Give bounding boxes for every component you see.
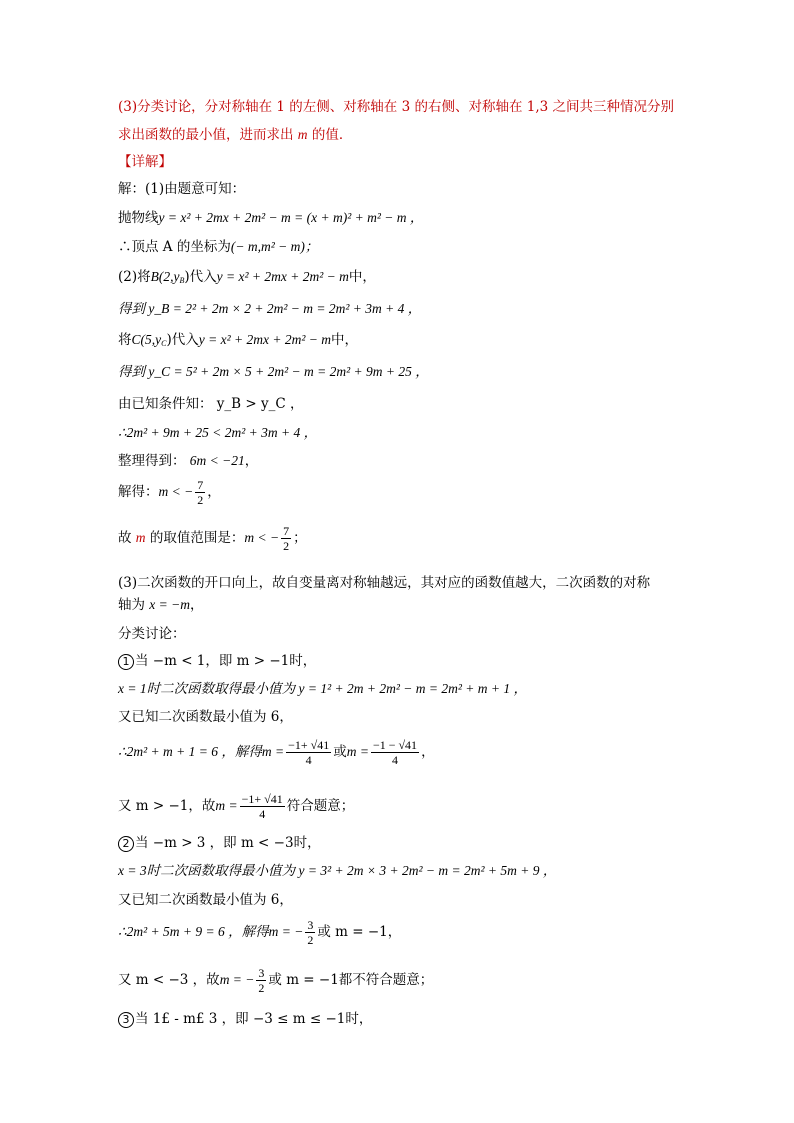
analysis-text-2c: 的值． (307, 127, 353, 143)
step-13: (3)二次函数的开口向上，故自变量离对称轴越远，其对应的函数值越大，二次函数的对称 (118, 575, 651, 591)
step-12-b: 的取值范围是： (145, 530, 245, 546)
step-4-d: y = x² + 2mx + 2m² − m (216, 269, 349, 284)
case-2-solve-c: 或 m = −1， (317, 924, 402, 940)
case-1-concl-c: 符合题意； (286, 798, 355, 814)
step-5: 得到 y_B = 2² + 2m × 2 + 2m² − m = 2m² + 3m + 4 ， (118, 301, 422, 316)
fraction-3-2-check: $\frac{3}{2}$ (258, 966, 265, 995)
step-4-e: 中， (348, 269, 376, 285)
step-14-c: ， (190, 597, 204, 613)
step-10 (118, 452, 258, 470)
step-3 (118, 238, 318, 256)
step-6: 将$C(5,y_C)$代入y = x² + 2mx + 2m² − m中， (118, 332, 359, 348)
case-2-conclusion (118, 966, 433, 995)
step-12-m: m (135, 530, 146, 545)
step-6-d: y = x² + 2mx + 2m² − m (198, 332, 332, 347)
step-12 (118, 524, 307, 553)
step-4-c: )代入 (184, 269, 217, 285)
step-12-c: m < − (244, 530, 280, 545)
fraction-3-2: $\frac{3}{2}$ (307, 918, 314, 947)
case-1-header (118, 652, 316, 670)
case-2-min: x = 3时二次函数取得最小值为 y = 3² + 2m × 3 + 2m² − m = 2m² + 5m + 9 ， (118, 863, 557, 878)
case-2-given: 又已知二次函数最小值为 6， (118, 892, 293, 908)
step-14 (118, 596, 204, 614)
case-3-header (118, 1010, 372, 1028)
case-1-solve-a: ∴2m² + m + 1 = 6 ，解得 (118, 744, 262, 759)
case-1-solve (118, 738, 435, 767)
step-4-b: B(2,y (150, 269, 180, 284)
case-2-solve-a: ∴2m² + 5m + 9 = 6 ，解得 (118, 924, 269, 939)
step-4-a: (2)将 (118, 269, 151, 285)
case-2-condition: 当 −m > 3 ，即 m < −3时， (135, 835, 321, 851)
case-3-number: 3 (118, 1012, 134, 1028)
step-2-expr: y = x² + 2mx + 2m² − m = (x + m)² + m² − m ， (158, 210, 424, 225)
fraction-root-plus: $\frac{-1+ √41}{4}$ (288, 738, 330, 767)
analysis-text-1: (3)分类讨论，分对称轴在 1 的左侧、对称轴在 3 的右侧、对称轴在 1,3 之间共三种情况分别 (118, 99, 675, 115)
step-2 (118, 209, 423, 227)
step-12-a: 故 (118, 530, 136, 546)
case-1-min: x = 1时二次函数取得最小值为 y = 1² + 2m + 2m² − m = 2m² + m + 1 ， (118, 681, 528, 696)
section-heading: 【详解】 (118, 154, 172, 170)
analysis-line-2 (118, 126, 352, 144)
step-12-d: ； (293, 530, 307, 546)
analysis-text-2a: 求出函数的最小值，进而求出 (118, 127, 298, 143)
analysis-line-1 (118, 98, 674, 116)
case-2-solve-b: m = − (268, 924, 304, 939)
step-6-c: )代入 (166, 332, 199, 348)
case-2-header (118, 834, 321, 852)
step-14-b: x = −m (149, 597, 191, 612)
step-14-a: 轴为 (118, 597, 150, 613)
step-11-b: m < − (158, 484, 194, 499)
fraction-7-2: $\frac{7}{2}$ (197, 478, 204, 507)
step-6-a: 将 (118, 332, 132, 348)
case-1-condition: 当 −m < 1，即 m > −1时， (135, 653, 317, 669)
step-6-e: 中， (331, 332, 359, 348)
step-1: 解：(1)由题意可知： (118, 181, 246, 197)
case-1-concl-b: m = (215, 798, 238, 813)
step-11-c: ， (207, 484, 221, 500)
fraction-root-minus: $\frac{-1 - √41}{4}$ (372, 738, 418, 767)
step-15: 分类讨论： (118, 626, 186, 642)
fraction-root-valid: $\frac{-1+ √41}{4}$ (241, 792, 283, 821)
step-11 (118, 478, 221, 507)
case-1-number: 1 (118, 654, 134, 670)
step-4: (2)将$B(2,y_B)$代入y = x² + 2mx + 2m² − m中， (118, 269, 376, 285)
case-2-concl-c: 或 m = −1都不符合题意； (268, 972, 434, 988)
step-7: 得到 y_C = 5² + 2m × 5 + 2m² − m = 2m² + 9m + 25 ， (118, 364, 429, 379)
step-10-c: ， (244, 453, 259, 469)
step-11-a: 解得： (118, 484, 159, 500)
case-2-solve (118, 918, 401, 947)
case-2-concl-b: m = − (219, 972, 255, 987)
step-10-a: 整理得到： (118, 453, 190, 469)
step-2-label: 抛物线 (118, 210, 159, 226)
case-2-concl-a: 又 m < −3 ，故 (118, 972, 220, 988)
case-1-given: 又已知二次函数最小值为 6， (118, 709, 293, 725)
step-10-b: 6m < −21 (189, 453, 245, 468)
step-6-b: C(5,y (131, 332, 162, 347)
case-2-number: 2 (118, 836, 134, 852)
step-9: ∴2m² + 9m + 25 < 2m² + 3m + 4 ， (118, 425, 318, 440)
fraction-7-2-range: $\frac{7}{2}$ (283, 524, 290, 553)
case-3-condition: 当 1£ - m£ 3 ，即 −3 ≤ m ≤ −1时， (135, 1011, 373, 1027)
case-1-solve-or: 或 (333, 744, 347, 760)
step-8: 由已知条件知： y_B > y_C ， (118, 396, 304, 412)
case-1-solve-end: ， (421, 744, 435, 760)
case-1-concl-a: 又 m > −1，故 (118, 798, 216, 814)
analysis-var-m: m (297, 127, 308, 142)
step-3-expr: (− m,m² − m)； (230, 239, 319, 254)
step-3-label: ∴顶点 A 的坐标为 (118, 239, 231, 255)
case-1-solve-c: m = (346, 744, 369, 759)
case-1-solve-b: m = (261, 744, 285, 759)
case-1-conclusion (118, 792, 354, 821)
